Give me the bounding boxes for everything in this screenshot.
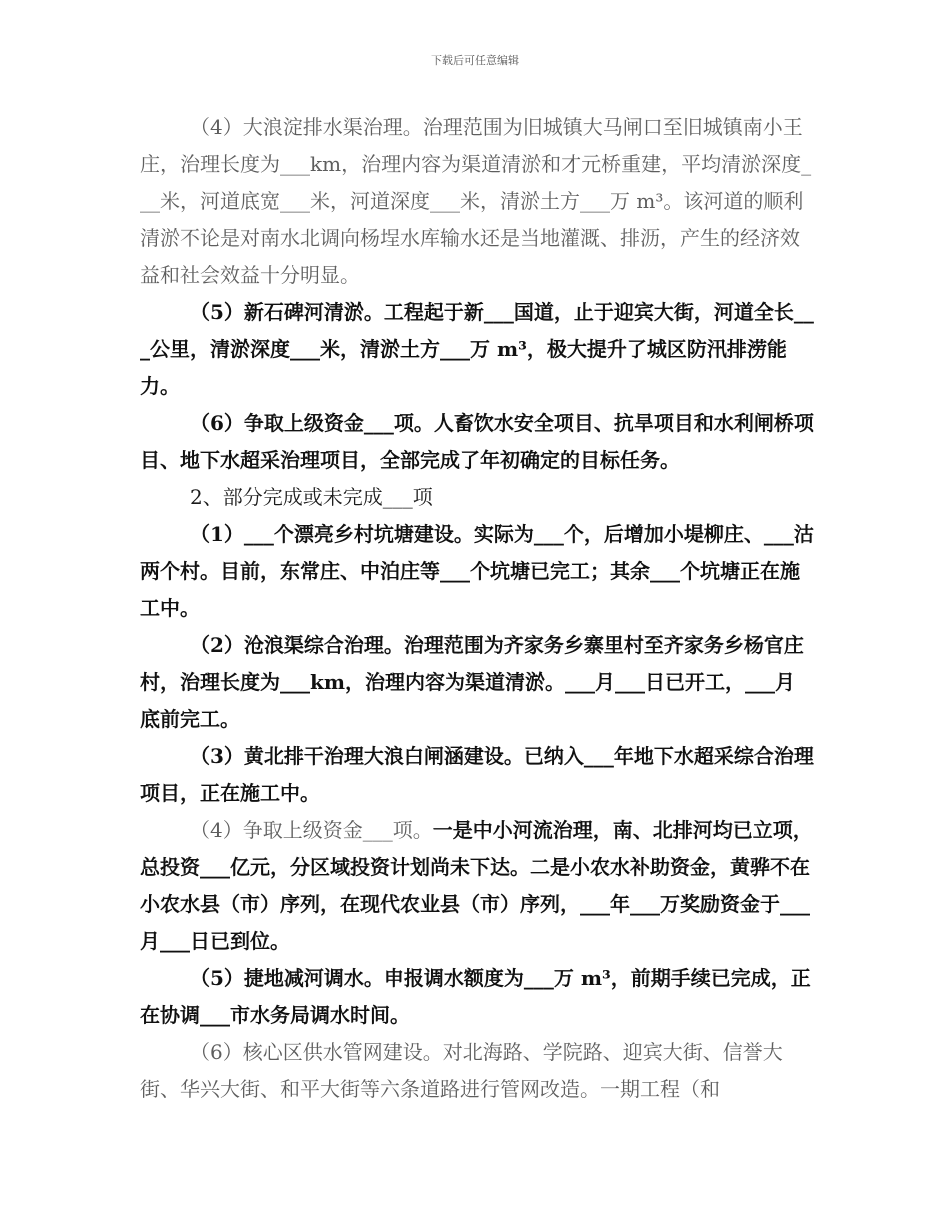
page-header: 下载后可任意编辑: [431, 54, 519, 67]
paragraph-water-supply-network: （6）核心区供水管网建设。对北海路、学院路、迎宾大街、信誉大街、华兴大街、和平大街等六条道路进行管网改造。一期工程（和: [140, 1040, 783, 1101]
paragraph-body-text: 一是中小河流治理，南、北排河均已立项，总投资___亿元，分区域投资计划尚未下达。二是小农水补助资金，黄骅不在小农水县（市）序列，在现代农业县（市）序列，___年___万奖励资金于___月___日已到位。: [140, 818, 813, 953]
paragraph-superior-funds: （6）争取上级资金___项。人畜饮水安全项目、抗旱项目和水利闸桥项目、地下水超采治理项目，全部完成了年初确定的目标任务。: [140, 411, 814, 472]
paragraph-canglang-canal: （2）沧浪渠综合治理。治理范围为齐家务乡寨里村至齐家务乡杨官庄村，治理长度为___km，治理内容为渠道清淤。___月___日已开工，___月底前完工。: [140, 633, 804, 731]
paragraph-xinshibei-river: （5）新石碑河清淤。工程起于新___国道，止于迎宾大街，河道全长___公里，清淤深度___米，清淤土方___万 m³，极大提升了城区防汛排涝能力。: [140, 300, 814, 398]
document-body: [140, 109, 815, 1108]
paragraph-huangbei-drainage: （3）黄北排干治理大浪白闸涵建设。已纳入___年地下水超采综合治理项目，正在施工中。: [140, 744, 814, 805]
paragraph-jiedi-river: （5）捷地减河调水。申报调水额度为___万 m³，前期手续已完成，正在协调___市水务局调水时间。: [140, 966, 811, 1027]
paragraph-dalangdian-canal: （4）大浪淀排水渠治理。治理范围为旧城镇大马闸口至旧城镇南小王庄，治理长度为___km，治理内容为渠道清淤和才元桥重建，平均清淤深度___米，河道底宽___米，河道深度___米，清淤土方___万 m³。该河道的顺利清淤不论是对南水北调向杨埕水库输水还是当地灌溉、排沥，产生的经济效益和社会效益十分明显。: [140, 115, 812, 287]
paragraph-lead-text: （4）争取上级资金___项。: [190, 818, 433, 842]
section-heading-partially-completed: 2、部分完成或未完成___项: [190, 485, 433, 509]
paragraph-superior-funds-2: [140, 812, 815, 960]
paragraph-rural-ponds: （1）___个漂亮乡村坑塘建设。实际为___个，后增加小堤柳庄、___沽两个村。目前，东常庄、中泊庄等___个坑塘已完工；其余___个坑塘正在施工中。: [140, 522, 814, 620]
